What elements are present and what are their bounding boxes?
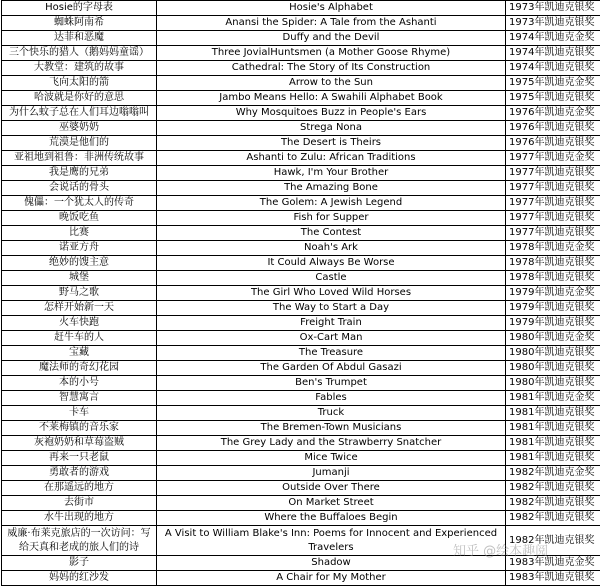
table-row bbox=[2, 481, 600, 496]
chinese-title-cell: 为什么蚊子总在人们耳边嗡嗡叫 bbox=[2, 106, 157, 121]
award-cell: 1981年凯迪克银奖 bbox=[506, 451, 600, 466]
chinese-title-cell: 诺亚方舟 bbox=[2, 241, 157, 256]
english-title-cell: The Girl Who Loved Wild Horses bbox=[157, 286, 506, 301]
award-cell: 1979年凯迪克银奖 bbox=[506, 316, 600, 331]
chinese-title-cell: 亚祖地到祖鲁：非洲传统故事 bbox=[2, 151, 157, 166]
table-row bbox=[2, 256, 600, 271]
english-title-cell: Arrow to the Sun bbox=[157, 76, 506, 91]
chinese-title-cell: 灰袍奶奶和草莓盗贼 bbox=[2, 436, 157, 451]
chinese-title-cell: 巫婆奶奶 bbox=[2, 121, 157, 136]
english-title-cell: Why Mosquitoes Buzz in People's Ears bbox=[157, 106, 506, 121]
table-row bbox=[2, 31, 600, 46]
english-title-cell: Ashanti to Zulu: African Traditions bbox=[157, 151, 506, 166]
english-title-cell: A Chair for My Mother bbox=[157, 571, 506, 586]
chinese-title-cell: 绝妙的馊主意 bbox=[2, 256, 157, 271]
award-cell: 1976年凯迪克银奖 bbox=[506, 136, 600, 151]
award-cell: 1975年凯迪克银奖 bbox=[506, 91, 600, 106]
table-row bbox=[2, 526, 600, 556]
table-row bbox=[2, 196, 600, 211]
english-title-cell: Truck bbox=[157, 406, 506, 421]
english-title-cell: The Golem: A Jewish Legend bbox=[157, 196, 506, 211]
table-row bbox=[2, 241, 600, 256]
english-title-cell: Fish for Supper bbox=[157, 211, 506, 226]
english-title-cell: Three JovialHuntsmen (a Mother Goose Rhyme) bbox=[157, 46, 506, 61]
table-row bbox=[2, 151, 600, 166]
award-cell: 1978年凯迪克银奖 bbox=[506, 271, 600, 286]
award-cell: 1980年凯迪克金奖 bbox=[506, 331, 600, 346]
chinese-title-cell: 达菲和恶魔 bbox=[2, 31, 157, 46]
english-title-cell: On Market Street bbox=[157, 496, 506, 511]
english-title-cell: Noah's Ark bbox=[157, 241, 506, 256]
chinese-title-cell: 再来一只老鼠 bbox=[2, 451, 157, 466]
award-cell: 1974年凯迪克金奖 bbox=[506, 31, 600, 46]
table-row bbox=[2, 286, 600, 301]
table-row bbox=[2, 91, 600, 106]
chinese-title-cell: 我是鹰的兄弟 bbox=[2, 166, 157, 181]
award-cell: 1980年凯迪克银奖 bbox=[506, 361, 600, 376]
award-cell: 1983年凯迪克银奖 bbox=[506, 571, 600, 586]
english-title-cell: The Grey Lady and the Strawberry Snatcher bbox=[157, 436, 506, 451]
award-cell: 1977年凯迪克银奖 bbox=[506, 226, 600, 241]
chinese-title-cell: 蜘蛛阿南希 bbox=[2, 16, 157, 31]
award-table bbox=[1, 0, 600, 586]
table-row bbox=[2, 16, 600, 31]
english-title-cell: Duffy and the Devil bbox=[157, 31, 506, 46]
award-cell: 1975年凯迪克金奖 bbox=[506, 76, 600, 91]
english-title-cell: Mice Twice bbox=[157, 451, 506, 466]
chinese-title-cell: 在那遥远的地方 bbox=[2, 481, 157, 496]
english-title-cell: Jumanji bbox=[157, 466, 506, 481]
table-row bbox=[2, 346, 600, 361]
chinese-title-cell: 勇敢者的游戏 bbox=[2, 466, 157, 481]
table-row bbox=[2, 76, 600, 91]
english-title-cell: Outside Over There bbox=[157, 481, 506, 496]
table-row bbox=[2, 46, 600, 61]
table-row bbox=[2, 376, 600, 391]
award-cell: 1974年凯迪克银奖 bbox=[506, 46, 600, 61]
chinese-title-cell: 影子 bbox=[2, 556, 157, 571]
award-cell: 1977年凯迪克金奖 bbox=[506, 151, 600, 166]
award-cell: 1981年凯迪克银奖 bbox=[506, 421, 600, 436]
award-cell: 1977年凯迪克银奖 bbox=[506, 181, 600, 196]
table-row bbox=[2, 61, 600, 76]
award-cell: 1979年凯迪克金奖 bbox=[506, 286, 600, 301]
english-title-cell: Ben's Trumpet bbox=[157, 376, 506, 391]
watermark: 知乎 @绘本趣阅 bbox=[453, 540, 548, 559]
chinese-title-cell: 赶牛车的人 bbox=[2, 331, 157, 346]
award-cell: 1976年凯迪克金奖 bbox=[506, 106, 600, 121]
chinese-title-cell: 城堡 bbox=[2, 271, 157, 286]
award-cell: 1980年凯迪克银奖 bbox=[506, 376, 600, 391]
english-title-cell: Shadow bbox=[157, 556, 506, 571]
table-row bbox=[2, 1, 600, 16]
award-cell: 1982年凯迪克金奖 bbox=[506, 466, 600, 481]
award-cell: 1983年凯迪克金奖 bbox=[506, 556, 600, 571]
chinese-title-cell: 威廉·布莱克旅店的一次访问：写给天真和老成的旅人们的诗 bbox=[2, 526, 157, 556]
chinese-title-cell: 比赛 bbox=[2, 226, 157, 241]
chinese-title-cell: 荒漠是他们的 bbox=[2, 136, 157, 151]
chinese-title-cell: 火车快跑 bbox=[2, 316, 157, 331]
table-row bbox=[2, 496, 600, 511]
english-title-cell: The Garden Of Abdul Gasazi bbox=[157, 361, 506, 376]
table-row bbox=[2, 511, 600, 526]
english-title-cell: Where the Buffaloes Begin bbox=[157, 511, 506, 526]
award-cell: 1982年凯迪克银奖 bbox=[506, 511, 600, 526]
table-row bbox=[2, 406, 600, 421]
table-row bbox=[2, 556, 600, 571]
english-title-cell: It Could Always Be Worse bbox=[157, 256, 506, 271]
table-row bbox=[2, 301, 600, 316]
table-row bbox=[2, 391, 600, 406]
award-cell: 1977年凯迪克银奖 bbox=[506, 196, 600, 211]
chinese-title-cell: 妈妈的红沙发 bbox=[2, 571, 157, 586]
english-title-cell: The Bremen-Town Musicians bbox=[157, 421, 506, 436]
table-row bbox=[2, 166, 600, 181]
table-row bbox=[2, 451, 600, 466]
english-title-cell: The Desert is Theirs bbox=[157, 136, 506, 151]
award-cell: 1982年凯迪克银奖 bbox=[506, 526, 600, 556]
table-row bbox=[2, 136, 600, 151]
chinese-title-cell: 飞向太阳的箭 bbox=[2, 76, 157, 91]
award-cell: 1973年凯迪克银奖 bbox=[506, 16, 600, 31]
table-row bbox=[2, 121, 600, 136]
award-cell: 1980年凯迪克银奖 bbox=[506, 346, 600, 361]
table-row bbox=[2, 436, 600, 451]
table-row bbox=[2, 106, 600, 121]
award-cell: 1979年凯迪克银奖 bbox=[506, 301, 600, 316]
english-title-cell: Freight Train bbox=[157, 316, 506, 331]
award-cell: 1981年凯迪克银奖 bbox=[506, 406, 600, 421]
english-title-cell: Hosie's Alphabet bbox=[157, 1, 506, 16]
chinese-title-cell: 野马之歌 bbox=[2, 286, 157, 301]
english-title-cell: The Way to Start a Day bbox=[157, 301, 506, 316]
chinese-title-cell: 宝藏 bbox=[2, 346, 157, 361]
award-cell: 1974年凯迪克银奖 bbox=[506, 61, 600, 76]
award-cell: 1981年凯迪克金奖 bbox=[506, 391, 600, 406]
table-row bbox=[2, 316, 600, 331]
table-row bbox=[2, 181, 600, 196]
award-cell: 1978年凯迪克银奖 bbox=[506, 256, 600, 271]
table-row bbox=[2, 361, 600, 376]
english-title-cell: Strega Nona bbox=[157, 121, 506, 136]
chinese-title-cell: 去街市 bbox=[2, 496, 157, 511]
english-title-cell: Anansi the Spider: A Tale from the Ashanti bbox=[157, 16, 506, 31]
table-row bbox=[2, 331, 600, 346]
award-cell: 1977年凯迪克银奖 bbox=[506, 211, 600, 226]
chinese-title-cell: 智慧寓言 bbox=[2, 391, 157, 406]
table-row bbox=[2, 421, 600, 436]
award-cell: 1976年凯迪克银奖 bbox=[506, 121, 600, 136]
chinese-title-cell: 卡车 bbox=[2, 406, 157, 421]
chinese-title-cell: 魔法师的奇幻花园 bbox=[2, 361, 157, 376]
english-title-cell: The Amazing Bone bbox=[157, 181, 506, 196]
chinese-title-cell: 怎样开始新一天 bbox=[2, 301, 157, 316]
english-title-cell: Jambo Means Hello: A Swahili Alphabet Book bbox=[157, 91, 506, 106]
chinese-title-cell: 大教堂：建筑的故事 bbox=[2, 61, 157, 76]
chinese-title-cell: 哈波就是你好的意思 bbox=[2, 91, 157, 106]
chinese-title-cell: 不莱梅镇的音乐家 bbox=[2, 421, 157, 436]
chinese-title-cell: 傀儡：一个犹太人的传奇 bbox=[2, 196, 157, 211]
english-title-cell: Hawk, I'm Your Brother bbox=[157, 166, 506, 181]
award-cell: 1982年凯迪克银奖 bbox=[506, 496, 600, 511]
award-cell: 1977年凯迪克银奖 bbox=[506, 166, 600, 181]
table-row bbox=[2, 271, 600, 286]
english-title-cell: Ox-Cart Man bbox=[157, 331, 506, 346]
table-row bbox=[2, 571, 600, 586]
table-row bbox=[2, 466, 600, 481]
chinese-title-cell: 三个快乐的猎人（鹅妈妈童谣） bbox=[2, 46, 157, 61]
chinese-title-cell: 会说话的骨头 bbox=[2, 181, 157, 196]
chinese-title-cell: 本的小号 bbox=[2, 376, 157, 391]
english-title-cell: The Contest bbox=[157, 226, 506, 241]
english-title-cell: Castle bbox=[157, 271, 506, 286]
english-title-cell: A Visit to William Blake's Inn: Poems for Innocent and Experienced Travelers bbox=[157, 526, 506, 556]
chinese-title-cell: 晚饭吃鱼 bbox=[2, 211, 157, 226]
table-row bbox=[2, 226, 600, 241]
award-cell: 1973年凯迪克银奖 bbox=[506, 1, 600, 16]
award-cell: 1981年凯迪克银奖 bbox=[506, 436, 600, 451]
award-cell: 1982年凯迪克银奖 bbox=[506, 481, 600, 496]
award-cell: 1978年凯迪克金奖 bbox=[506, 241, 600, 256]
chinese-title-cell: Hosie的字母表 bbox=[2, 1, 157, 16]
english-title-cell: Fables bbox=[157, 391, 506, 406]
english-title-cell: The Treasure bbox=[157, 346, 506, 361]
chinese-title-cell: 水牛出现的地方 bbox=[2, 511, 157, 526]
english-title-cell: Cathedral: The Story of Its Construction bbox=[157, 61, 506, 76]
table-row bbox=[2, 211, 600, 226]
